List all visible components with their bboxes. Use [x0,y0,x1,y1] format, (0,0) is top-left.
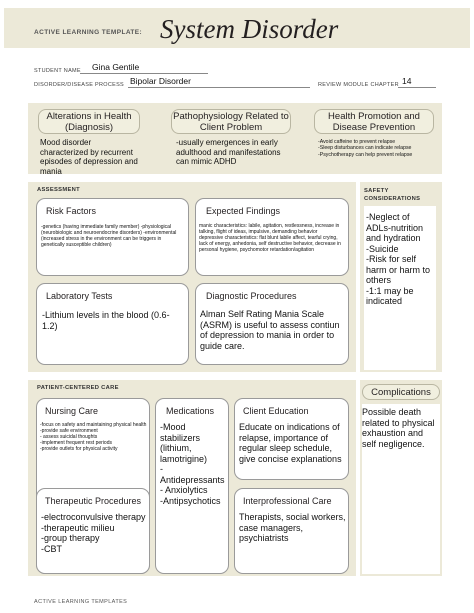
health-promotion-line: -Sleep disturbances can indicate relapse [318,145,412,152]
nursing-care-line: -provide safe environment [40,428,98,434]
medications-line: -Antipsychotics [160,495,221,506]
student-name-label: STUDENT NAME [34,68,81,74]
template-title: System Disorder [160,14,339,44]
complications-title: Complications [362,384,440,400]
nursing-care-title: Nursing Care [45,406,99,416]
nursing-care-line: - assess suicidal thoughts [40,434,98,440]
expected-findings-card [195,198,349,276]
footer-text: ACTIVE LEARNING TEMPLATES [34,599,128,605]
student-name-value: Gina Gentile [92,62,140,72]
health-promotion-title: Health Promotion and Disease Prevention [314,109,434,134]
assessment-label: ASSESSMENT [37,187,80,193]
diagnostic-procedures-card [195,283,349,365]
medications-title: Medications [166,406,215,416]
medications-line: -Mood stabilizers (lithium, lamotrigine) [160,422,208,464]
nursing-care-line: -provide outlets for physical activity [40,446,118,452]
disorder-label: DISORDER/DISEASE PROCESS [34,82,125,88]
safety-line: -Neglect of ADLs-nutrition and hydration [366,212,424,243]
nursing-care-line: -implement frequent rest periods [40,440,112,446]
client-education-title: Client Education [243,406,309,416]
safety-label: SAFETY CONSIDERATIONS [364,188,421,202]
health-promotion-line: -Psychotherapy can help prevent relapse [318,151,413,158]
interprofessional-care-title: Interprofessional Care [243,496,332,506]
client-education-text: Educate on indications of relapse, importance of regular sleep schedule, give concise explanations [239,422,342,464]
medications-card [155,398,229,574]
expected-findings-list [199,223,347,253]
therapeutic-procedures-line: -electroconvulsive therapy [41,512,146,522]
safety-line: -Risk for self harm or harm to others [366,254,431,285]
review-chapter-label: REVIEW MODULE CHAPTER [318,82,399,88]
therapeutic-procedures-title: Therapeutic Procedures [45,496,142,506]
lab-tests-title: Laboratory Tests [46,291,113,301]
medications-line: - Anxiolytics [160,485,208,495]
risk-factors-card [36,198,189,276]
interprofessional-care-card [234,488,349,574]
therapeutic-procedures-line: -CBT [41,543,62,554]
therapeutic-procedures-list [41,512,149,554]
complications-text: Possible death related to physical exhaustion and self negligence. [362,407,435,449]
lab-tests-card [36,283,189,365]
expected-findings-line: depressive characteristics: flat blunt labile affect, tearful crying, lack of energy, anhedonia, self destructive behavior, decrease in personal hygiene, psychomotor retardation/agitation [199,235,341,253]
safety-list [366,212,436,307]
therapeutic-procedures-line: -group therapy [41,533,100,543]
review-chapter-value: 14 [402,76,412,86]
therapeutic-procedures-line: -therapeutic milieu [41,522,115,533]
risk-factors-title: Risk Factors [46,206,97,216]
pathophysiology-text: -usually emergences in early adulthood and manifestations can mimic ADHD [176,138,281,166]
lab-tests-text: -Lithium levels in the blood (0.6-1.2) [42,310,170,331]
alterations-title: Alterations in Health (Diagnosis) [38,109,140,134]
risk-factors-text: -genetics (having immediate family member) -physiological (neurobiologic and neuroendocrine disorders) -environmental (increased stress in the environment can be triggers in genetically susceptible children) [41,224,177,248]
nursing-care-line: -focus on safety and maintaining physical health [40,422,147,428]
nursing-care-list [40,422,148,452]
disorder-value: Bipolar Disorder [130,76,191,86]
alterations-text: Mood disorder characterized by recurrent episodes of depression and mania [40,138,138,176]
therapeutic-procedures-card [36,488,150,574]
client-education-card [234,398,349,480]
patient-care-label: PATIENT-CENTERED CARE [37,385,119,391]
diagnostic-procedures-text: Alman Self Rating Mania Scale (ASRM) is useful to assess contiun of depression to mania in order to guide care. [200,309,340,351]
expected-findings-line: manic characteristics: labile, agitation, restlessness, increase in talking, flight of ideas, impulsive, demanding behavior [199,223,340,235]
expected-findings-title: Expected Findings [206,206,281,216]
safety-line: -1:1 may be indicated [366,285,414,306]
pathophysiology-title: Pathophysiology Related to Client Problem [171,109,291,134]
health-promotion-line: -Avoid caffeine to prevent relapse [318,139,396,145]
medications-line: - Antidepressants [160,464,225,485]
medications-list [160,422,227,506]
template-label: ACTIVE LEARNING TEMPLATE: [34,29,143,36]
health-promotion-list [318,139,438,158]
diagnostic-procedures-title: Diagnostic Procedures [206,291,297,301]
safety-line: -Suicide [366,243,399,254]
interprofessional-care-text: Therapists, social workers, case managers, psychiatrists [239,512,346,543]
